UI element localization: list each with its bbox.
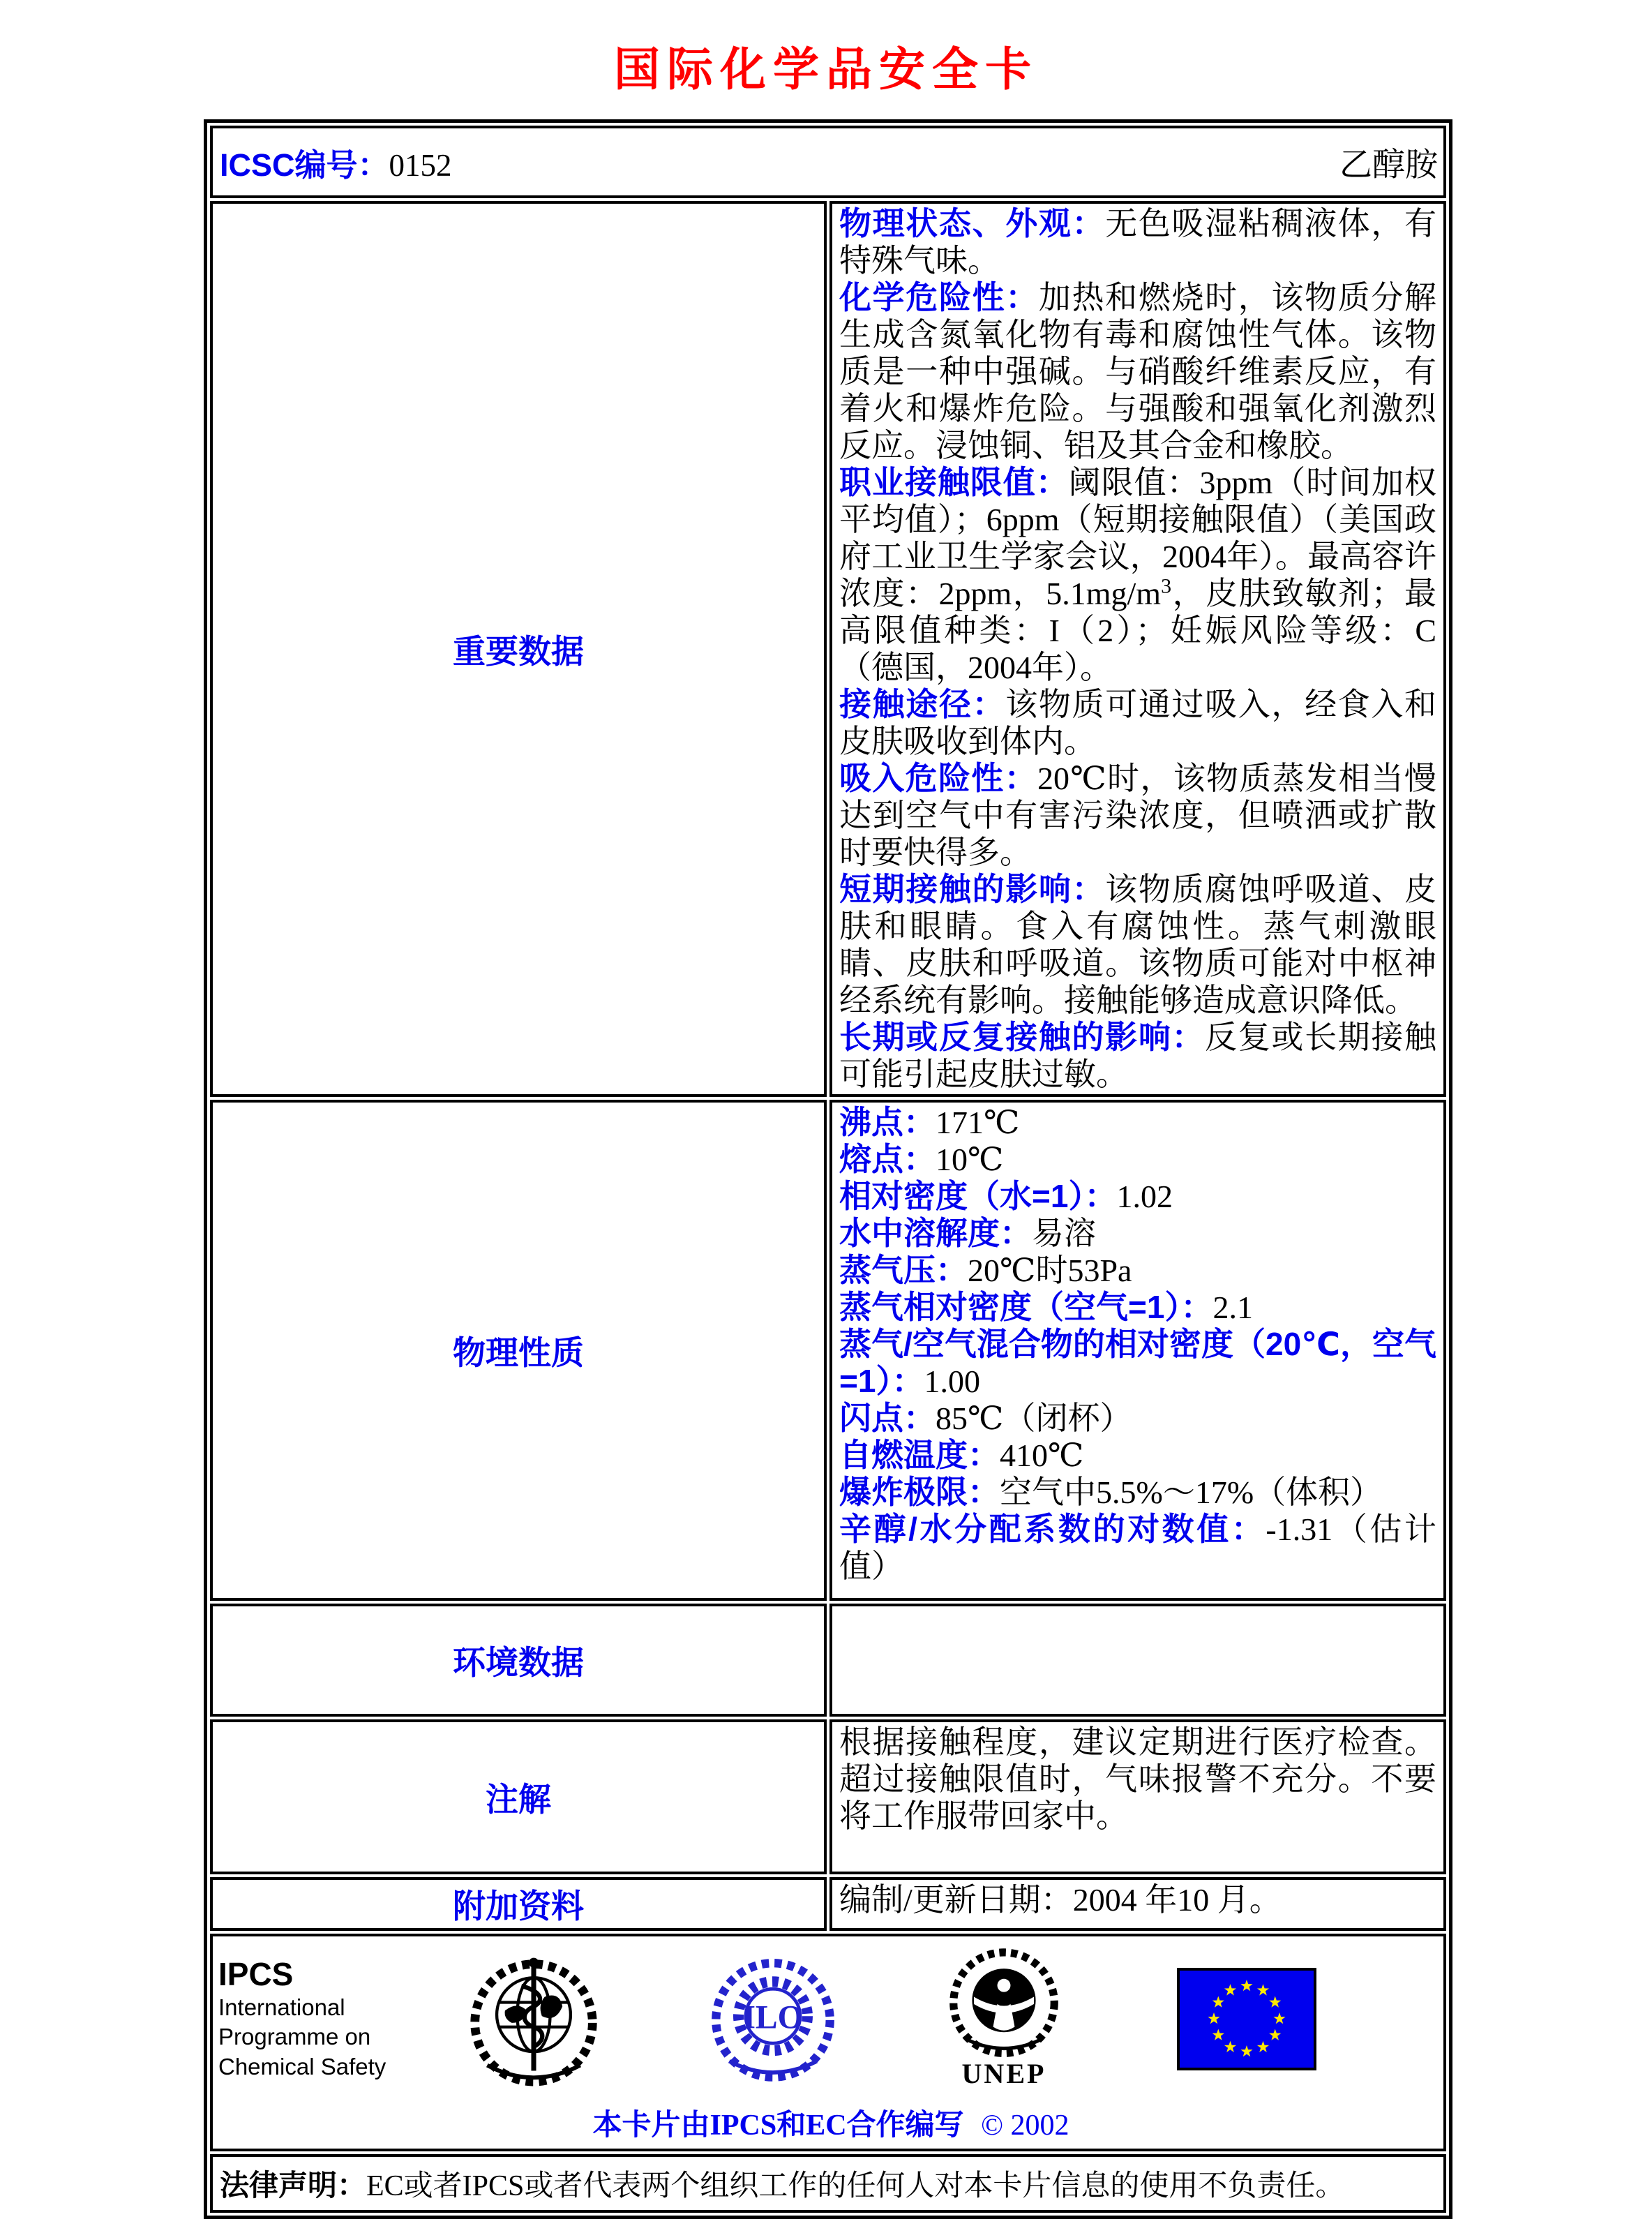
paragraph: 熔点：10℃ [839,1141,1004,1177]
section-content-physical-properties [829,1100,1446,1601]
paragraph: 编制/更新日期：2004 年10 月。 [839,1882,1282,1918]
paragraph: 蒸气/空气混合物的相对密度（20℃，空气=1）：1.00 [839,1326,1436,1399]
icsc-number-value: 0152 [389,147,452,183]
field-label: 相对密度（水=1）： [839,1178,1117,1214]
unep-logo [944,1948,1064,2090]
unep-emblem-icon [944,1948,1064,2059]
field-label: 短期接触的影响： [839,871,1106,907]
field-label: 沸点： [839,1104,936,1140]
field-label: 蒸气压： [839,1252,968,1288]
paragraph: 沸点：171℃ [839,1104,1020,1140]
section-row-notes [210,1719,1446,1874]
section-label-cell-additional-info [210,1877,827,1931]
ipcs-abbr: IPCS [218,1956,294,1993]
unep-logo-text: UNEP [961,2058,1046,2089]
sections-body [210,201,1446,1931]
field-label: 吸入危险性： [839,760,1037,796]
section-content-additional-info [829,1877,1446,1931]
paragraph: 化学危险性：加热和燃烧时，该物质分解生成含氮氧化物有毒和腐蚀性气体。该物质是一种中强碱。与硝酸纤维素反应，有着火和爆炸危险。与强酸和强氧化剂激烈反应。浸蚀铜、铝及其合金和橡胶。 [839,279,1437,463]
ilo-logo-text: ILO [742,1999,804,2036]
field-label: 爆炸极限： [839,1474,1000,1510]
field-label: 水中溶解度： [839,1215,1032,1251]
paragraph: 爆炸极限：空气中5.5%～17%（体积） [839,1474,1383,1510]
section-label-cell-environmental-data [210,1604,827,1717]
section-label-environmental-data: 环境数据 [453,1643,584,1681]
section-content-important-data [829,201,1446,1097]
field-label: 职业接触限值： [839,464,1069,500]
ipcs-line-1: International [218,1994,345,2021]
ipcs-line-3: Chemical Safety [218,2053,386,2079]
ipcs-block [218,1956,405,2082]
section-row-environmental-data [210,1604,1446,1717]
who-logo-icon [465,1948,602,2090]
section-row-important-data [210,201,1446,1097]
section-label-cell-important-data [210,201,827,1097]
paragraph: 辛醇/水分配系数的对数值：-1.31（估计值） [839,1511,1437,1584]
paragraph: 长期或反复接触的影响：反复或长期接触可能引起皮肤过敏。 [839,1019,1437,1092]
ipcs-line-2: Programme on [218,2024,371,2050]
paragraph: 蒸气相对密度（空气=1）：2.1 [839,1289,1253,1325]
paragraph: 接触途径：该物质可通过吸入，经食入和皮肤吸收到体内。 [839,686,1437,759]
paragraph: 闪点：85℃（闭杯） [839,1400,1132,1436]
logos-row [210,1934,1446,2151]
paragraph: 根据接触程度，建议定期进行医疗检查。超过接触限值时，气味报警不充分。不要将工作服带回家中。 [839,1724,1436,1834]
section-label-notes: 注解 [486,1780,551,1818]
field-label: 长期或反复接触的影响： [839,1019,1206,1055]
field-label: 化学危险性： [839,279,1039,315]
section-row-physical-properties [210,1100,1446,1601]
logos-strip [218,1944,1443,2093]
section-content-environmental-data [829,1604,1446,1717]
field-label: 自燃温度： [839,1437,1000,1473]
field-label: 物理状态、外观： [839,205,1106,241]
field-label: 辛醇/水分配系数的对数值： [839,1511,1266,1547]
paragraph: 自燃温度：410℃ [839,1437,1084,1473]
ilo-logo-icon [707,1952,839,2085]
copyright-text: © 2002 [981,2109,1069,2142]
header-row [210,126,1446,198]
section-row-additional-info [210,1877,1446,1931]
header-cell [210,126,1446,198]
eu-flag-icon [1177,1968,1316,2070]
logos-cell [210,1934,1446,2151]
paragraph: 短期接触的影响：该物质腐蚀呼吸道、皮肤和眼睛。食入有腐蚀性。蒸气刺激眼睛、皮肤和呼吸道。该物质可能对中枢神经系统有影响。接触能够造成意识降低。 [839,871,1437,1018]
icsc-number-label: ICSC编号： [220,147,389,183]
paragraph: 相对密度（水=1）：1.02 [839,1178,1173,1214]
legal-row [210,2154,1446,2213]
legal-cell [210,2154,1446,2213]
chemical-name: 乙醇胺 [1339,147,1438,184]
credit-text: 本卡片由IPCS和EC合作编写 [592,2109,964,2142]
page-title: 国际化学品安全卡 [614,42,1038,96]
legal-notice-label: 法律声明： [220,2169,367,2202]
field-label: 闪点： [839,1400,936,1436]
field-label: 熔点： [839,1141,936,1177]
field-label: 接触途径： [839,686,1006,722]
credit-line [218,2102,1443,2144]
section-label-cell-physical-properties [210,1100,827,1601]
paragraph: 物理状态、外观：无色吸湿粘稠液体，有特殊气味。 [839,205,1437,278]
icsc-number-field [220,140,452,185]
icsc-card-table [204,119,1452,2219]
legal-notice-text: EC或者IPCS或者代表两个组织工作的任何人对本卡片信息的使用不负责任。 [366,2170,1345,2202]
paragraph: 职业接触限值：阈限值：3ppm（时间加权平均值）；6ppm（短期接触限值）（美国政府工业卫生学家会议，2004年）。最高容许浓度：2ppm，$5.1mg/m^3$，皮肤致敏剂；最高限值种类：I（2）；妊娠风险等级：C（德国，2004年）。 [839,464,1437,685]
field-label: 蒸气相对密度（空气=1）： [839,1289,1213,1325]
section-label-important-data: 重要数据 [453,632,584,670]
paragraph: 水中溶解度：易溶 [839,1215,1096,1251]
section-content-notes [829,1719,1446,1874]
field-label: 蒸气/空气混合物的相对密度（20℃，空气=1）： [839,1326,1436,1399]
section-label-cell-notes [210,1719,827,1874]
section-label-additional-info: 附加资料 [453,1888,584,1925]
paragraph: 蒸气压：20℃时53Pa [839,1252,1132,1288]
paragraph: 吸入危险性：20℃时，该物质蒸发相当慢达到空气中有害污染浓度，但喷洒或扩散时要快得多。 [839,760,1436,870]
section-label-physical-properties: 物理性质 [453,1334,584,1371]
